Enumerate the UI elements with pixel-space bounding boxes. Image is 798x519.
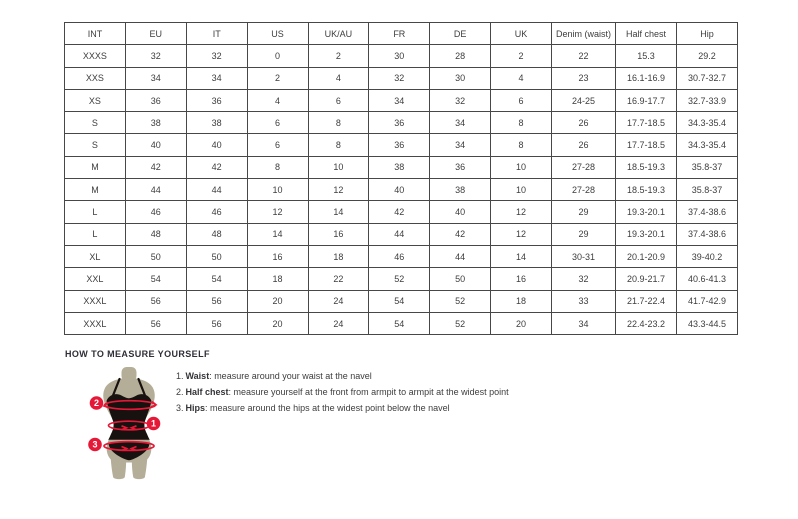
table-cell: 44 <box>430 245 491 267</box>
table-cell: 27-28 <box>552 179 616 201</box>
table-cell: 16.1-16.9 <box>616 67 677 89</box>
table-cell: 40 <box>430 201 491 223</box>
table-cell: 34 <box>186 67 247 89</box>
table-cell: 2 <box>308 45 369 67</box>
table-cell: 29.2 <box>676 45 737 67</box>
chest-marker-label: 2 <box>93 398 100 409</box>
table-cell: 39-40.2 <box>676 245 737 267</box>
table-cell: 29 <box>552 223 616 245</box>
table-cell: 8 <box>308 112 369 134</box>
table-cell: 56 <box>186 312 247 334</box>
size-label-cell: XXXS <box>65 45 126 67</box>
table-cell: 20 <box>247 290 308 312</box>
table-cell: 23 <box>552 67 616 89</box>
table-cell: 18 <box>308 245 369 267</box>
step-term: Waist <box>185 371 210 381</box>
table-cell: 20.9-21.7 <box>616 268 677 290</box>
chest-marker <box>90 396 104 410</box>
table-cell: 38 <box>125 112 186 134</box>
table-cell: 35.8-37 <box>676 156 737 178</box>
table-cell: 36 <box>430 156 491 178</box>
table-cell: 46 <box>125 201 186 223</box>
table-cell: 18.5-19.3 <box>616 179 677 201</box>
table-cell: 43.3-44.5 <box>676 312 737 334</box>
table-row <box>65 134 738 156</box>
table-cell: 18.5-19.3 <box>616 156 677 178</box>
step-description: : measure around your waist at the navel <box>209 371 372 381</box>
table-cell: 37.4-38.6 <box>676 223 737 245</box>
column-header: DE <box>430 23 491 45</box>
table-row <box>65 201 738 223</box>
table-cell: 10 <box>491 156 552 178</box>
table-cell: 32 <box>430 89 491 111</box>
measurement-figure <box>84 367 174 481</box>
table-cell: 18 <box>247 268 308 290</box>
table-row <box>65 89 738 111</box>
table-cell: 30-31 <box>552 245 616 267</box>
table-cell: 17.7-18.5 <box>616 134 677 156</box>
hips-marker-label: 3 <box>92 439 98 450</box>
table-cell: 52 <box>430 312 491 334</box>
table-cell: 40.6-41.3 <box>676 268 737 290</box>
table-cell: 8 <box>247 156 308 178</box>
size-label-cell: S <box>65 134 126 156</box>
table-cell: 32 <box>369 67 430 89</box>
column-header: UK/AU <box>308 23 369 45</box>
table-cell: 56 <box>125 312 186 334</box>
table-cell: 44 <box>125 179 186 201</box>
table-cell: 34.3-35.4 <box>676 112 737 134</box>
table-cell: 50 <box>125 245 186 267</box>
table-row <box>65 312 738 334</box>
table-cell: 48 <box>186 223 247 245</box>
table-cell: 38 <box>186 112 247 134</box>
table-cell: 54 <box>369 290 430 312</box>
table-cell: 28 <box>430 45 491 67</box>
table-cell: 44 <box>186 179 247 201</box>
table-cell: 22 <box>308 268 369 290</box>
measure-step <box>176 371 509 381</box>
table-cell: 8 <box>491 134 552 156</box>
step-description: : measure around the hips at the widest point below the navel <box>205 403 450 413</box>
table-cell: 8 <box>491 112 552 134</box>
column-header: EU <box>125 23 186 45</box>
step-number: 3. <box>176 403 184 413</box>
size-label-cell: M <box>65 179 126 201</box>
step-description: : measure yourself at the front from armpit to armpit at the widest point <box>228 387 509 397</box>
table-cell: 34 <box>552 312 616 334</box>
table-cell: 4 <box>491 67 552 89</box>
column-header: UK <box>491 23 552 45</box>
table-cell: 12 <box>491 223 552 245</box>
size-label-cell: XXXL <box>65 312 126 334</box>
table-cell: 54 <box>125 268 186 290</box>
table-cell: 10 <box>491 179 552 201</box>
table-cell: 37.4-38.6 <box>676 201 737 223</box>
table-cell: 40 <box>125 134 186 156</box>
table-cell: 34 <box>430 112 491 134</box>
table-cell: 16 <box>247 245 308 267</box>
column-header: Hip <box>676 23 737 45</box>
table-cell: 20.1-20.9 <box>616 245 677 267</box>
size-label-cell: XL <box>65 245 126 267</box>
table-cell: 26 <box>552 112 616 134</box>
table-cell: 16.9-17.7 <box>616 89 677 111</box>
table-row <box>65 67 738 89</box>
table-cell: 34 <box>369 89 430 111</box>
table-cell: 54 <box>369 312 430 334</box>
table-cell: 42 <box>186 156 247 178</box>
table-cell: 2 <box>491 45 552 67</box>
table-cell: 14 <box>308 201 369 223</box>
table-cell: 19.3-20.1 <box>616 201 677 223</box>
table-cell: 6 <box>491 89 552 111</box>
table-cell: 44 <box>369 223 430 245</box>
table-cell: 46 <box>186 201 247 223</box>
size-chart-body <box>65 45 738 335</box>
table-cell: 20 <box>491 312 552 334</box>
table-row <box>65 290 738 312</box>
table-row <box>65 156 738 178</box>
table-cell: 24 <box>308 290 369 312</box>
table-cell: 4 <box>308 67 369 89</box>
step-number: 1. <box>176 371 184 381</box>
table-cell: 36 <box>186 89 247 111</box>
size-label-cell: M <box>65 156 126 178</box>
table-cell: 22 <box>552 45 616 67</box>
table-cell: 52 <box>430 290 491 312</box>
waist-marker-label: 1 <box>150 418 157 429</box>
table-cell: 34.3-35.4 <box>676 134 737 156</box>
measure-steps <box>176 371 509 419</box>
table-cell: 54 <box>186 268 247 290</box>
size-chart-table <box>64 22 738 335</box>
table-cell: 32.7-33.9 <box>676 89 737 111</box>
table-cell: 14 <box>491 245 552 267</box>
table-cell: 16 <box>308 223 369 245</box>
column-header: US <box>247 23 308 45</box>
mannequin-illustration <box>84 367 174 481</box>
table-cell: 52 <box>369 268 430 290</box>
table-cell: 24 <box>308 312 369 334</box>
table-cell: 56 <box>186 290 247 312</box>
table-cell: 41.7-42.9 <box>676 290 737 312</box>
table-cell: 48 <box>125 223 186 245</box>
step-number: 2. <box>176 387 184 397</box>
table-cell: 6 <box>308 89 369 111</box>
table-row <box>65 223 738 245</box>
table-cell: 21.7-22.4 <box>616 290 677 312</box>
table-row <box>65 245 738 267</box>
table-row <box>65 112 738 134</box>
measure-section-title: HOW TO MEASURE YOURSELF <box>65 349 210 359</box>
table-cell: 32 <box>125 45 186 67</box>
header-row <box>65 23 738 45</box>
table-cell: 36 <box>369 134 430 156</box>
table-cell: 56 <box>125 290 186 312</box>
table-cell: 33 <box>552 290 616 312</box>
table-cell: 42 <box>430 223 491 245</box>
size-label-cell: XS <box>65 89 126 111</box>
table-cell: 16 <box>491 268 552 290</box>
table-cell: 32 <box>186 45 247 67</box>
table-cell: 38 <box>430 179 491 201</box>
measure-step <box>176 387 509 397</box>
size-label-cell: XXS <box>65 67 126 89</box>
size-label-cell: L <box>65 223 126 245</box>
table-cell: 50 <box>430 268 491 290</box>
table-cell: 42 <box>125 156 186 178</box>
column-header: Half chest <box>616 23 677 45</box>
table-cell: 15.3 <box>616 45 677 67</box>
table-cell: 40 <box>369 179 430 201</box>
table-cell: 32 <box>552 268 616 290</box>
table-cell: 12 <box>308 179 369 201</box>
table-cell: 12 <box>247 201 308 223</box>
table-cell: 27-28 <box>552 156 616 178</box>
table-cell: 26 <box>552 134 616 156</box>
table-row <box>65 268 738 290</box>
table-cell: 38 <box>369 156 430 178</box>
table-cell: 10 <box>308 156 369 178</box>
column-header: IT <box>186 23 247 45</box>
table-cell: 30 <box>430 67 491 89</box>
step-term: Half chest <box>185 387 229 397</box>
table-cell: 24-25 <box>552 89 616 111</box>
table-cell: 30.7-32.7 <box>676 67 737 89</box>
table-cell: 12 <box>491 201 552 223</box>
table-cell: 18 <box>491 290 552 312</box>
table-cell: 2 <box>247 67 308 89</box>
table-cell: 35.8-37 <box>676 179 737 201</box>
table-cell: 10 <box>247 179 308 201</box>
size-label-cell: XXL <box>65 268 126 290</box>
column-header: INT <box>65 23 126 45</box>
table-cell: 8 <box>308 134 369 156</box>
table-cell: 20 <box>247 312 308 334</box>
table-cell: 36 <box>369 112 430 134</box>
table-cell: 19.3-20.1 <box>616 223 677 245</box>
table-cell: 6 <box>247 112 308 134</box>
table-cell: 6 <box>247 134 308 156</box>
table-cell: 29 <box>552 201 616 223</box>
size-label-cell: XXXL <box>65 290 126 312</box>
table-cell: 22.4-23.2 <box>616 312 677 334</box>
table-cell: 4 <box>247 89 308 111</box>
column-header: Denim (waist) <box>552 23 616 45</box>
table-cell: 34 <box>430 134 491 156</box>
table-row <box>65 45 738 67</box>
table-cell: 36 <box>125 89 186 111</box>
table-cell: 46 <box>369 245 430 267</box>
waist-marker <box>147 417 161 431</box>
table-cell: 30 <box>369 45 430 67</box>
hips-marker <box>88 438 102 452</box>
size-label-cell: S <box>65 112 126 134</box>
table-cell: 17.7-18.5 <box>616 112 677 134</box>
table-cell: 34 <box>125 67 186 89</box>
size-label-cell: L <box>65 201 126 223</box>
table-row <box>65 179 738 201</box>
table-cell: 42 <box>369 201 430 223</box>
table-cell: 14 <box>247 223 308 245</box>
measure-step <box>176 403 509 413</box>
table-cell: 50 <box>186 245 247 267</box>
table-cell: 40 <box>186 134 247 156</box>
table-cell: 0 <box>247 45 308 67</box>
step-term: Hips <box>185 403 206 413</box>
column-header: FR <box>369 23 430 45</box>
